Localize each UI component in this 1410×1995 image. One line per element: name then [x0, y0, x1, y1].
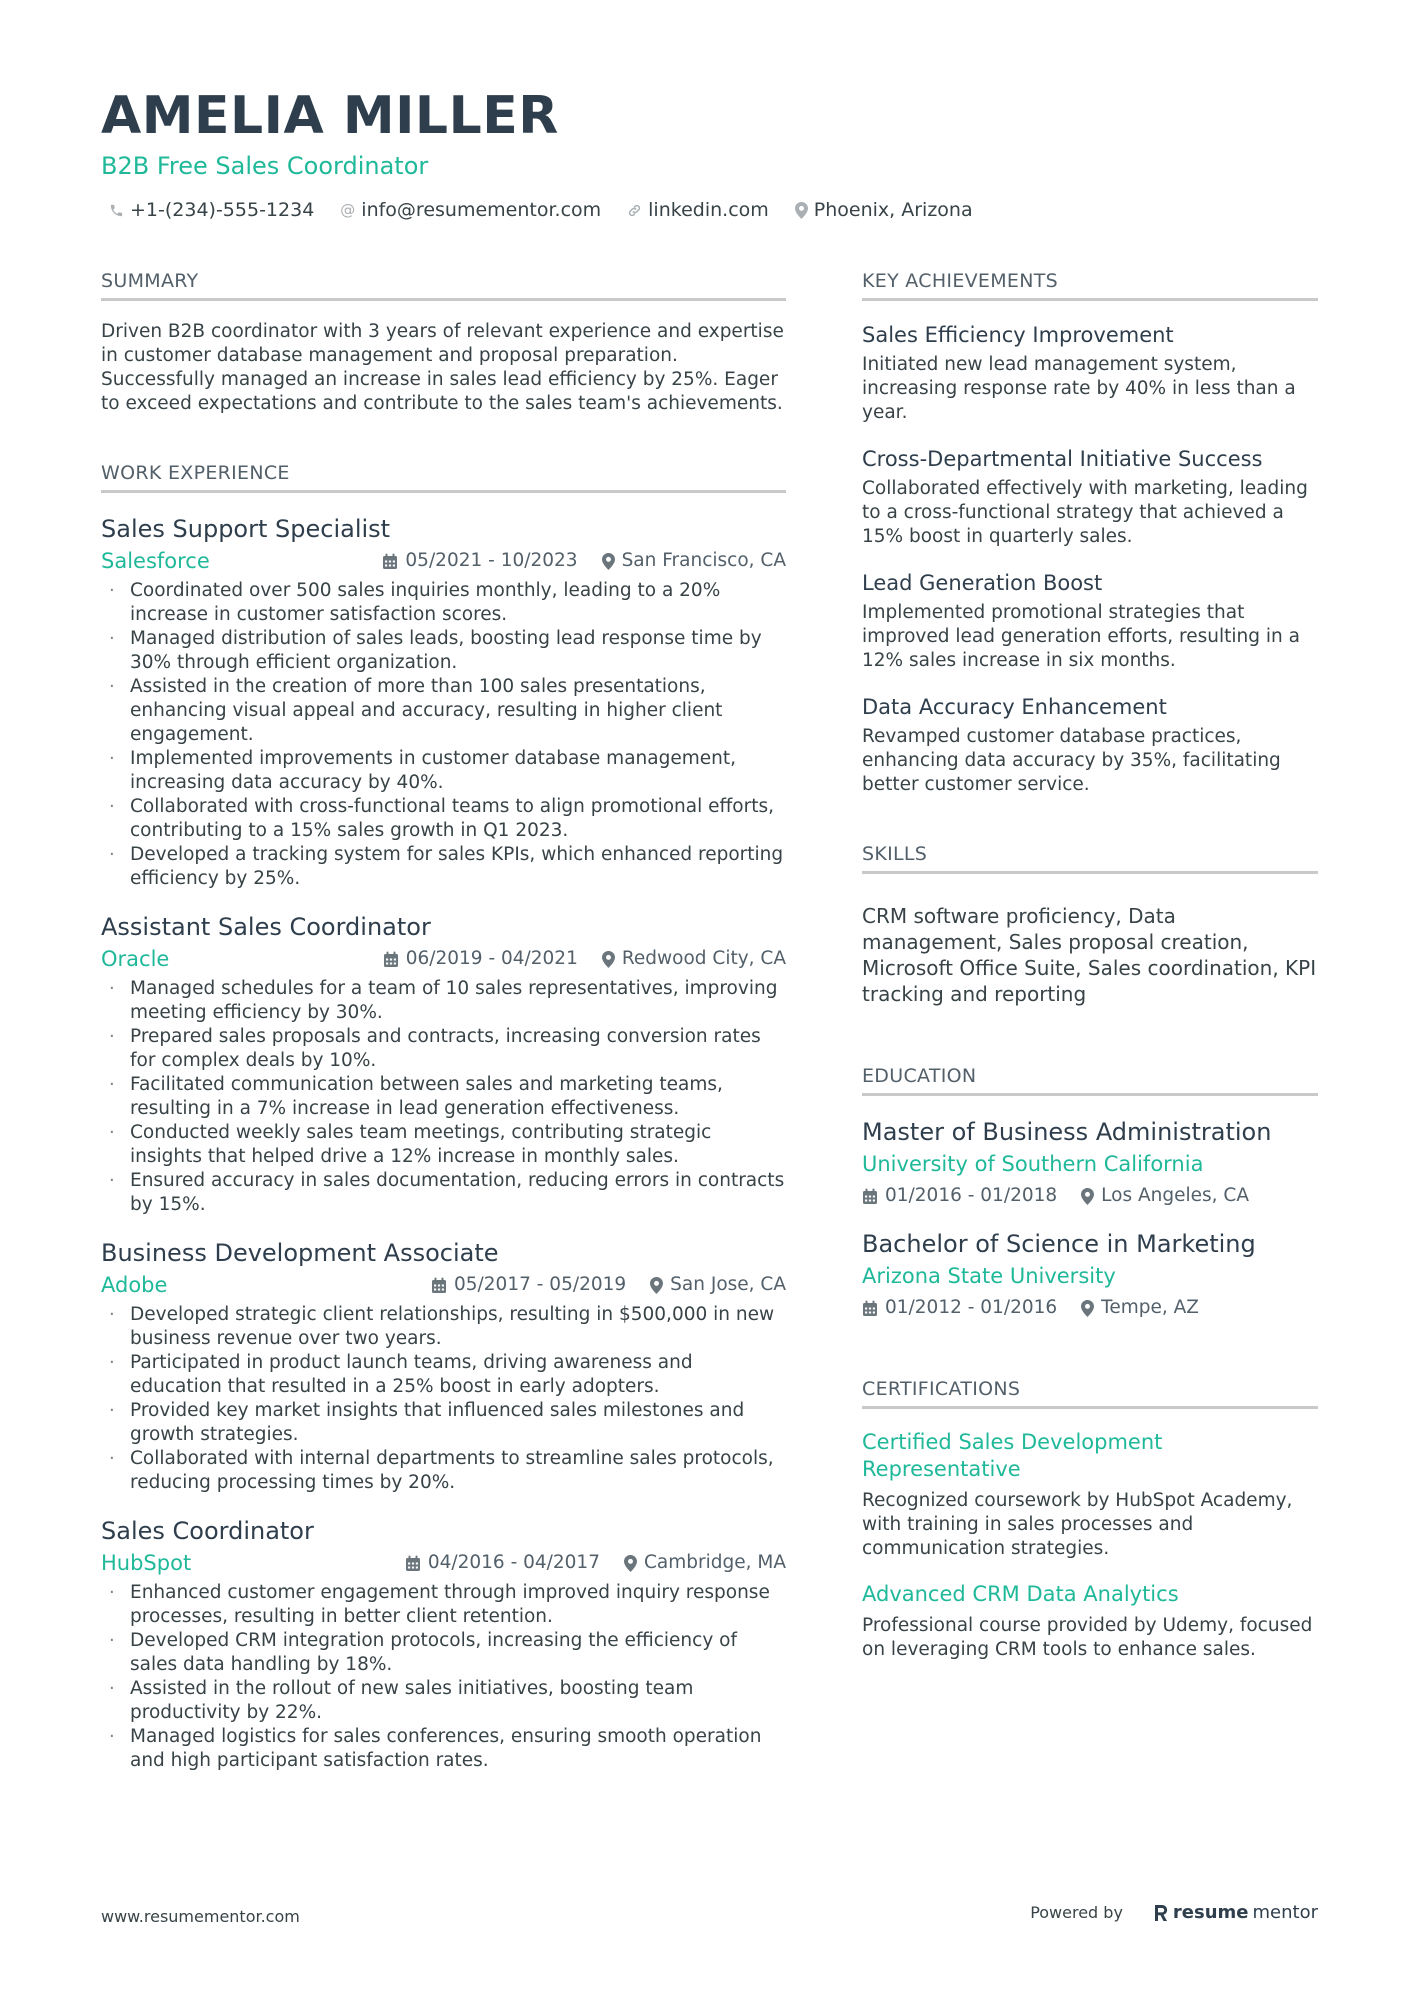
certification-item: [862, 1429, 1318, 1561]
calendar-icon: [431, 1277, 447, 1294]
achievement-title: Cross-Departmental Initiative Success: [862, 447, 1263, 471]
job-bullet: · Developed a tracking system for sales KPIs, which enhanced reporting efficiency by 25%.: [101, 843, 786, 891]
contact-email[interactable]: [340, 197, 601, 223]
job-bullet: · Developed CRM integration protocols, increasing the efficiency of sales data handling by 18%.: [101, 1629, 786, 1677]
job-entry: [101, 911, 786, 1217]
achievement-text: Initiated new lead management system, increasing response rate by 40% in less than a year.: [862, 354, 1296, 423]
job-dates: [382, 547, 577, 575]
calendar-icon: [382, 553, 398, 570]
education-item: [862, 1116, 1318, 1208]
education-location: [1081, 1184, 1249, 1208]
summary-section: [101, 268, 786, 416]
summary-text: Driven B2B coordinator with 3 years of relevant experience and expertise in customer database management and proposal preparation. Successfully managed an increase in sales lead efficiency by 25%. Eager to exceed expectations and contribute to the sales team's achievements.: [101, 321, 784, 414]
job-entry: [101, 513, 786, 891]
candidate-name: AMELIA MILLER: [101, 86, 559, 146]
work-experience-heading: WORK EXPERIENCE: [101, 460, 786, 493]
contact-linkedin[interactable]: [627, 197, 769, 223]
job-entry: [101, 1237, 786, 1495]
job-bullet: · Facilitated communication between sales and marketing teams, resulting in a 7% increase in lead generation effectiveness.: [101, 1073, 786, 1121]
job-dates-text: 05/2017 - 05/2019: [454, 1274, 627, 1295]
job-bullets: [101, 1581, 786, 1773]
job-location-text: Cambridge, MA: [643, 1552, 786, 1573]
education-dates-text: 01/2016 - 01/2018: [885, 1185, 1058, 1206]
footer-website[interactable]: www.resumementor.com: [101, 1907, 300, 1926]
job-dates: [431, 1271, 626, 1299]
job-dates: [383, 945, 578, 973]
company-name: Salesforce: [101, 549, 210, 573]
job-subheader: [101, 547, 786, 575]
job-bullet: · Conducted weekly sales team meetings, contributing strategic insights that helped drive a 12% increase in monthly sales.: [101, 1121, 786, 1169]
job-bullet: · Provided key market insights that influenced sales milestones and growth strategies.: [101, 1399, 786, 1447]
achievement-item: [862, 445, 1318, 549]
achievement-text: Revamped customer database practices, enhancing data accuracy by 35%, facilitating better customer service.: [862, 726, 1281, 795]
job-location: [602, 547, 786, 575]
company-name: HubSpot: [101, 1551, 192, 1575]
powered-by-label: Powered by: [1030, 1903, 1123, 1922]
job-location: [650, 1271, 786, 1299]
job-bullet: · Managed logistics for sales conferences, ensuring smooth operation and high participant satisfaction rates.: [101, 1725, 786, 1773]
education-meta: [862, 1184, 1318, 1208]
education-location-text: Tempe, AZ: [1101, 1297, 1199, 1318]
achievement-item: [862, 321, 1318, 425]
job-bullets: [101, 977, 786, 1217]
achievement-text: Collaborated effectively with marketing, leading to a cross-functional strategy that achieved a 15% boost in quarterly sales.: [862, 478, 1308, 547]
certification-title: Advanced CRM Data Analytics: [862, 1582, 1179, 1606]
key-achievements-heading: KEY ACHIEVEMENTS: [862, 268, 1318, 301]
job-bullet: · Coordinated over 500 sales inquiries monthly, leading to a 20% increase in customer satisfaction scores.: [101, 579, 786, 627]
job-title: Sales Support Specialist: [101, 515, 391, 543]
skills-section: [862, 841, 1318, 1007]
achievement-title: Data Accuracy Enhancement: [862, 695, 1167, 719]
education-dates: [862, 1296, 1057, 1320]
certification-title: Certified Sales Development Representative: [862, 1430, 1163, 1481]
job-bullet: · Assisted in the creation of more than 100 sales presentations, enhancing visual appeal and accuracy, resulting in higher client engagement.: [101, 675, 786, 747]
achievement-title: Sales Efficiency Improvement: [862, 323, 1174, 347]
brand-name-resume: resume: [1172, 1902, 1249, 1923]
job-bullet: · Prepared sales proposals and contracts, increasing conversion rates for complex deals by 10%.: [101, 1025, 786, 1073]
contact-phone[interactable]: [109, 197, 314, 223]
summary-heading: SUMMARY: [101, 268, 786, 301]
job-title: Business Development Associate: [101, 1239, 499, 1267]
calendar-icon: [862, 1188, 878, 1205]
education-dates: [862, 1184, 1057, 1208]
candidate-role: B2B Free Sales Coordinator: [101, 152, 429, 180]
job-location-text: San Francisco, CA: [621, 550, 786, 571]
certifications-section: [862, 1376, 1318, 1662]
key-achievements-section: [862, 268, 1318, 797]
map-pin-icon: [795, 202, 808, 219]
education-heading: EDUCATION: [862, 1063, 1318, 1096]
job-meta: [431, 1271, 786, 1299]
work-experience-section: [101, 460, 786, 1773]
phone-icon: [109, 203, 124, 218]
contact-phone-text: +1-(234)-555-1234: [130, 199, 315, 221]
skills-heading: SKILLS: [862, 841, 1318, 874]
map-pin-icon: [624, 1555, 637, 1572]
job-bullet: · Enhanced customer engagement through improved inquiry response processes, resulting in better client retention.: [101, 1581, 786, 1629]
contact-bar: [101, 197, 1321, 223]
achievement-item: [862, 693, 1318, 797]
job-bullet: · Ensured accuracy in sales documentation, reducing errors in contracts by 15%.: [101, 1169, 786, 1217]
map-pin-icon: [650, 1277, 663, 1294]
calendar-icon: [405, 1555, 421, 1572]
job-bullets: [101, 579, 786, 891]
job-title: Sales Coordinator: [101, 1517, 314, 1545]
job-subheader: [101, 945, 786, 973]
left-column: [101, 268, 786, 1773]
job-meta: [405, 1549, 786, 1577]
education-section: [862, 1063, 1318, 1320]
at-icon: @: [340, 201, 356, 219]
resume-header: [101, 86, 1321, 223]
certification-text: Recognized coursework by HubSpot Academy, with training in sales processes and communication strategies.: [862, 1490, 1293, 1559]
school-name: University of Southern California: [862, 1152, 1204, 1176]
job-dates-text: 04/2016 - 04/2017: [427, 1552, 600, 1573]
job-bullet: · Implemented improvements in customer database management, increasing data accuracy by 40%.: [101, 747, 786, 795]
contact-email-text: info@resumementor.com: [361, 199, 602, 221]
job-meta: [382, 547, 786, 575]
job-bullet: · Assisted in the rollout of new sales initiatives, boosting team productivity by 22%.: [101, 1677, 786, 1725]
education-meta: [862, 1296, 1318, 1320]
job-bullet: · Managed distribution of sales leads, boosting lead response time by 30% through efficient organization.: [101, 627, 786, 675]
job-meta: [383, 945, 786, 973]
achievement-item: [862, 569, 1318, 673]
company-name: Adobe: [101, 1273, 168, 1297]
job-bullets: [101, 1303, 786, 1495]
brand-name-mentor: mentor: [1252, 1902, 1318, 1923]
map-pin-icon: [1081, 1300, 1094, 1317]
certification-item: [862, 1581, 1318, 1662]
job-bullet: · Participated in product launch teams, driving awareness and education that resulted in a 25% boost in early adopters.: [101, 1351, 786, 1399]
map-pin-icon: [602, 553, 615, 570]
calendar-icon: [862, 1300, 878, 1317]
job-bullet: · Collaborated with internal departments to streamline sales protocols, reducing processing times by 20%.: [101, 1447, 786, 1495]
job-dates-text: 05/2021 - 10/2023: [405, 550, 578, 571]
job-location-text: Redwood City, CA: [621, 948, 786, 969]
job-location: [602, 945, 786, 973]
job-bullet: · Developed strategic client relationships, resulting in $500,000 in new business revenue over two years.: [101, 1303, 786, 1351]
skills-text: CRM software proficiency, Data management, Sales proposal creation, Microsoft Office Suite, Sales coordination, KPI tracking and reporting: [862, 904, 1317, 1006]
degree-title: Bachelor of Science in Marketing: [862, 1230, 1256, 1258]
resumementor-logo-icon: [1153, 1903, 1169, 1923]
job-dates-text: 06/2019 - 04/2021: [405, 948, 578, 969]
map-pin-icon: [602, 951, 615, 968]
job-title: Assistant Sales Coordinator: [101, 913, 431, 941]
certification-text: Professional course provided by Udemy, focused on leveraging CRM tools to enhance sales.: [862, 1615, 1313, 1660]
contact-linkedin-text: linkedin.com: [648, 199, 769, 221]
certifications-heading: CERTIFICATIONS: [862, 1376, 1318, 1409]
job-subheader: [101, 1549, 786, 1577]
job-location: [624, 1549, 786, 1577]
job-bullet: · Collaborated with cross-functional teams to align promotional efforts, contributing to a 15% sales growth in Q1 2023.: [101, 795, 786, 843]
resumementor-logo[interactable]: [1153, 1902, 1318, 1923]
degree-title: Master of Business Administration: [862, 1118, 1272, 1146]
school-name: Arizona State University: [862, 1264, 1116, 1288]
job-location-text: San Jose, CA: [670, 1274, 786, 1295]
company-name: Oracle: [101, 947, 170, 971]
map-pin-icon: [1081, 1188, 1094, 1205]
job-subheader: [101, 1271, 786, 1299]
job-entry: [101, 1515, 786, 1773]
achievement-text: Implemented promotional strategies that improved lead generation efforts, resulting in a 12% sales increase in six months.: [862, 602, 1300, 671]
education-location-text: Los Angeles, CA: [1101, 1185, 1249, 1206]
job-bullet: · Managed schedules for a team of 10 sales representatives, improving meeting efficiency by 30%.: [101, 977, 786, 1025]
right-column: [862, 268, 1318, 1662]
contact-location: [795, 197, 973, 223]
link-icon: [627, 203, 642, 218]
education-location: [1081, 1296, 1199, 1320]
education-item: [862, 1228, 1318, 1320]
job-dates: [405, 1549, 600, 1577]
calendar-icon: [383, 951, 399, 968]
footer-powered-by: [1030, 1902, 1318, 1923]
achievement-title: Lead Generation Boost: [862, 571, 1103, 595]
contact-location-text: Phoenix, Arizona: [813, 199, 973, 221]
education-dates-text: 01/2012 - 01/2016: [885, 1297, 1058, 1318]
